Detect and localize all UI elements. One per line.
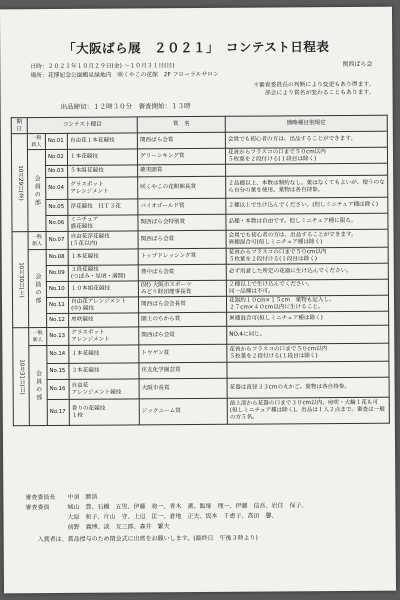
entry-name: ３段花競技 (つぼみ・見頃・満開) [68, 265, 138, 281]
entry-name: 自由花アレンジメント (中) 競技 [68, 297, 138, 313]
entry-name: １本花競技 [67, 149, 137, 165]
entry-name: グラスポット アレンジメント [68, 177, 138, 199]
entry-award: 大阪市長賞 [139, 378, 227, 399]
entry-award: トウゲン賞 [139, 344, 227, 363]
entry-award: ジックニーム賞 [139, 398, 227, 425]
entry-award: グリーンキング賞 [137, 148, 225, 165]
entry-rule: ２品種以上、本数は制約なし。葉はなくてもよいが、使うのなら自分の葉を使用。葉物は各自持参。 [226, 175, 388, 198]
schedule-sheet [0, 7, 396, 594]
judges-line-3: 前野 義博、淡 友三郎、森井 繁夫 [25, 523, 170, 532]
entry-rule: 花首からフラスコの口まで５０cm以内 ５枚葉を２段付ける(１段目は除く) [226, 247, 388, 264]
entry-award: 豊中ばら会賞 [138, 264, 226, 281]
table-row [12, 175, 388, 200]
entry-award: トップドレッシング賞 [138, 248, 226, 265]
entry-award: 確実園賞 [138, 164, 226, 177]
note-line-1: ＊審査委員長の判断により変更もあり得ます。 [253, 81, 375, 89]
entry-name: １０本組花競技 [68, 281, 138, 297]
entry-no: No.14 [47, 345, 69, 363]
entry-rule: 異種混合可(但しミニチュア種は除く) [227, 311, 389, 326]
entry-no: No.11 [46, 297, 68, 313]
entry-name: １本花競技 [69, 345, 139, 363]
table-row [13, 377, 389, 400]
entry-rule: 会員でも初心者の方は、出品することができます。 異種混合可(但しミニチュア種は除く) [226, 229, 388, 248]
entry-name: ５本組花競技 [68, 165, 138, 177]
note-line-2: 部会により賞名が変わることもあります。 [264, 89, 375, 97]
award-notice: 入賞者は、賞品授与のため閉会式に出席をお願いします。(最終日 午後３時より) [25, 534, 258, 544]
header-rules: 簡略種目別規定 [225, 115, 387, 132]
ippan-label: 一般新人 [27, 134, 45, 150]
day-cell: 10月31日(日) [13, 328, 30, 426]
entry-no: No.13 [47, 327, 69, 345]
member-label: 会員の部 [29, 346, 48, 426]
entry-rule: 花首からフラスコの口まで５０cm以内 ５枚葉を２段付ける(１段目は除く) [225, 147, 387, 164]
day-cell: 10月30日(土) [12, 232, 29, 328]
entry-rule [227, 361, 389, 378]
entry-name: グラスポット アレンジメント [69, 327, 139, 345]
event-dates: 日時：２０２１年１０月２９日(金) ～１０月３１日(日) [30, 63, 175, 71]
entry-name: 自由花１本花競技 [67, 133, 137, 149]
entry-name: 自由花 アレンジメント競技 [69, 379, 139, 399]
ippan-label: 一般新人 [28, 232, 46, 250]
entry-award: (財) 大阪市スポーツ みどり財団理事長賞 [138, 280, 226, 297]
entry-no: No.03 [46, 165, 68, 177]
entry-no: No.09 [46, 265, 68, 281]
entry-rule: 花器約１０cm×１５cm 葉物も記入し、 ２７cm×４０cm以内に生けること。 [226, 295, 388, 312]
entry-rule: NO.4に同じ。 [227, 325, 389, 344]
entry-award: 園土のちから賞 [139, 312, 227, 327]
entry-award: 咲くやこの花館館長賞 [138, 176, 226, 199]
entry-award: 関西ばら会賞 [138, 230, 226, 249]
entry-name: 自由花浮花競技 (５花以内) [68, 231, 138, 249]
judge-chair: 審査委員長 中須 勝浩 [25, 493, 98, 502]
ippan-label: 一般新人 [29, 328, 47, 346]
entry-rule: ２種以上で生け込んでください。(但しミニチュア種は除く) [226, 197, 388, 214]
entry-rule: 花首からフラスコの口まで５０cm以内 ５枚葉を２段付ける(１段目は除く) [227, 343, 389, 362]
page-title: 「大阪ばら展 ２０２１」 コンテスト日程表 [63, 39, 330, 56]
header-day: 期日 [11, 118, 27, 134]
entry-rule: 最上部から花器の口まで３０cm以内。房咲・大輪１花も可 (但しミニチュア種は除く)。出品は１人２点まで。審査は一般の方５名。 [227, 397, 389, 424]
entry-award: バイオゴールド賞 [138, 198, 226, 215]
entry-no: No.04 [46, 177, 68, 199]
entry-rule: 必ず用意した所定の花器に生け込んでください。 [226, 263, 388, 280]
entry-no: No.16 [47, 379, 69, 399]
entry-no: No.02 [45, 149, 67, 165]
entry-name: 房咲競技 [69, 313, 139, 327]
header-award: 賞 名 [137, 116, 225, 133]
organizer: 関西ばら会 [342, 60, 373, 68]
entry-rule: ２種以上で生け込んでください。 同一品種は不可。 [226, 279, 388, 296]
entry-rule: 花器は直径３３cmの丸かご。葉物は各自持参。 [227, 377, 389, 398]
entry-no: No.06 [46, 215, 68, 231]
entry-name: ミニチュア 盛花競技 [68, 215, 138, 231]
entry-rule: 品種・本数は自由です。但しミニチュア種に限る。 [226, 213, 388, 230]
judges-line-1: 審査委員 城山 豊、石橋 五男、伊藤 将一、青木 薫、飯塚 理一、伊藤 信吾、岩住 保子、 [25, 502, 308, 512]
entry-name: 香りの花競技 １枝 [69, 399, 139, 425]
entry-award: 関西ばら会賞 [139, 326, 227, 345]
entry-name: ３本花競技 [69, 363, 139, 379]
entry-name: 浮花競技 ＨＴ３花 [68, 199, 138, 215]
entry-no: No.12 [47, 313, 69, 327]
table-row [13, 397, 389, 426]
contest-table [11, 115, 390, 427]
entry-name: １本花競技 [68, 249, 138, 265]
member-label: 会員の部 [27, 150, 46, 232]
entry-rule [226, 163, 388, 176]
entry-no: No.10 [46, 281, 68, 297]
entry-no: No.15 [47, 363, 69, 379]
entry-no: No.17 [47, 399, 69, 425]
entry-award: 関西ばら会賞 [137, 132, 225, 149]
day-cell: 10月29日(金) [11, 134, 28, 232]
member-label: 会員の部 [28, 250, 47, 328]
entry-no: No.08 [46, 249, 68, 265]
entry-no: No.01 [45, 133, 67, 149]
entry-no: No.05 [46, 199, 68, 215]
header-contest: コンテスト種目 [27, 117, 137, 134]
judges-line-2: 大原 和子、片山 守、上辺 匡一、倉地 正夫、坂本 千恵子、高田 馨、 [25, 512, 278, 522]
event-venue: 場所：花博記念公園鶴見緑地内 咲くやこの花館 2F フローラルサロン [30, 71, 219, 80]
entry-award: 関西ばら会会長賞 [138, 296, 226, 313]
entry-no: No.07 [46, 231, 68, 249]
entry-rule: 会員でも初心者の方は、出品することができます。 [225, 131, 387, 148]
entry-award: 関西ばら会特別賞 [138, 214, 226, 231]
intake-time: 出品締切：１２時３０分 審査開始：１３時 [60, 102, 191, 111]
entry-award: 住友化学園芸賞 [139, 362, 227, 379]
